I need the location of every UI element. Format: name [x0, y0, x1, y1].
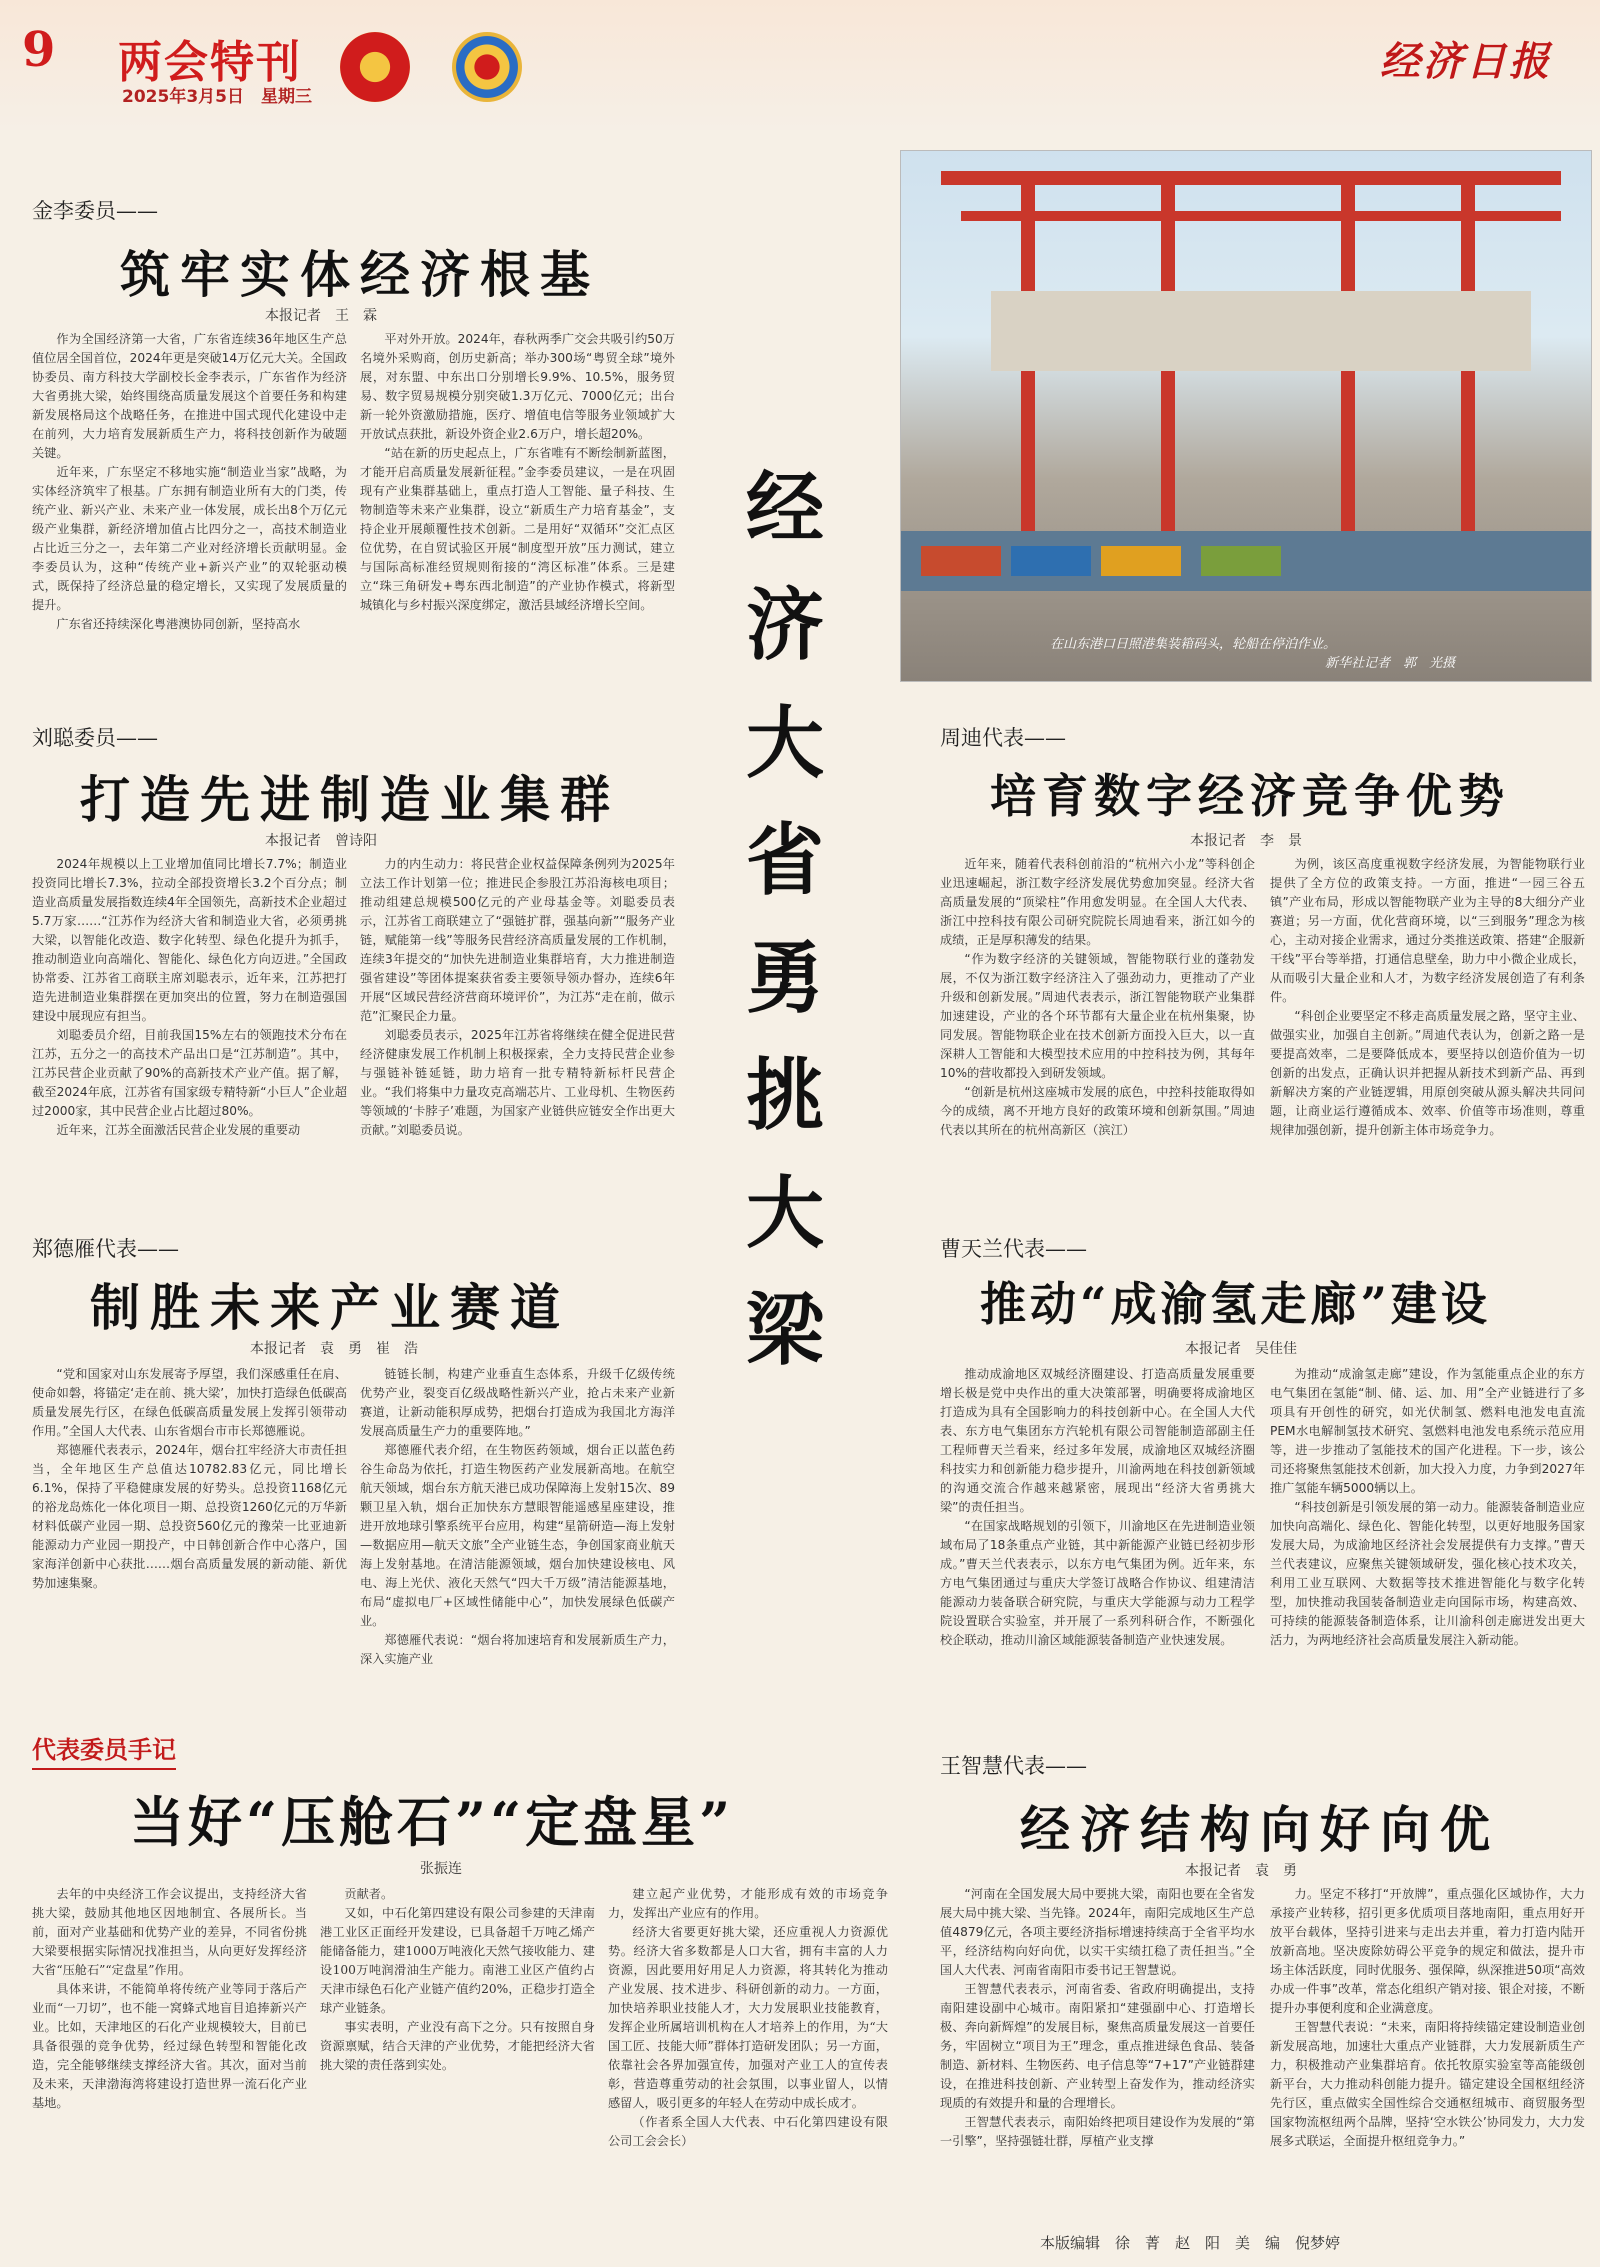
article-column: 为例，该区高度重视数字经济发展，为智能物联行业提供了全方位的政策支持。一方面，推进“一园三谷五镇”产业布局，形成以智能物联产业为主导的8大细分产业赛道；另一方面，优化营商环境，以“三到服务”理念为核心，主动对接企业需求，通过分类推送政策、搭建“企服新干线”平台等举措，打通信息壁垒，助力中小微企业成长，从而吸引大量企业和人才，为数字经济发展创造了有利条件。 “科创企业要坚定不移走高质量发展之路，坚守主业、做强实业，加强自主创新。”周迪代表认为，创新之路一是要提高效率，二是要降低成本，要坚持以创造价值为一切创新的出发点，正确认识并把握从新技术到新产品、再到新解决方案的产业链逻辑，用原创突破从源头解决共同问题，让商业运行遵循成本、效率、价值等市场准则，尊重规律加强创新，提升创新主体市场竞争力。	[1270, 857, 1585, 1137]
port-photo	[900, 150, 1592, 682]
article-author: 本报记者 王 霖	[265, 308, 377, 324]
title-char: 大	[745, 697, 824, 789]
article-column: 推动成渝地区双城经济圈建设、打造高质量发展重要增长极是党中央作出的重大决策部署，明确要将成渝地区打造成为具有全国影响力的科技创新中心。在全国人大代表、东方电气集团东方汽轮机有限公司智能制造部副主任工程师曹天兰看来，经过多年发展，成渝地区双城经济圈科技实力和创新能力稳步提升，川渝两地在科技创新领域的沟通交流合作越来越紧密，展现出“经济大省勇挑大梁”的责任担当。 “在国家战略规划的引领下，川渝地区在先进制造业领域布局了18条重点产业链，其中新能源产业链已经初步形成。”曹天兰代表表示，以东方电气集团为例。近年来，东方电气集团通过与重庆大学签订战略合作协议、组建清洁能源动力装备联合研究院，与重庆大学能源与动力工程学院设置联合实验室，并开展了一系列科研合作，不断强化校企联动，推动川渝区域能源装备制造产业快速发展。	[940, 1367, 1255, 1647]
title-char: 挑	[745, 1050, 824, 1142]
article-headline: 推动“成渝氢走廊”建设	[980, 1277, 1491, 1331]
article-column: 近年来，随着代表科创前沿的“杭州六小龙”等科创企业迅速崛起，浙江数字经济发展优势愈加突显。经济大省高质量发展的“顶梁柱”作用愈发明显。在全国人大代表、浙江中控科技有限公司研究院院长周迪看来，浙江如今的成绩，正是厚积薄发的结果。 “作为数字经济的关键领域，智能物联行业的蓬勃发展，不仅为浙江数字经济注入了强劲动力，更推动了产业升级和创新发展。”周迪代表表示，浙江智能物联产业集群加速建设，产业的各个环节都有大量企业在杭州集聚，协同发展。智能物联企业在技术创新方面投入巨大，以一直深耕人工智能和大模型技术应用的中控科技为例，其每年10%的营收都投入到研发领域。 “创新是杭州这座城市发展的底色，中控科技能取得如今的成绩，离不开地方良好的政策环境和创新氛围。”周迪代表以其所在的杭州高新区（滨江）	[940, 857, 1255, 1137]
title-char: 梁	[745, 1284, 824, 1376]
article-headline: 筑牢实体经济根基	[120, 245, 600, 304]
article-column: “党和国家对山东发展寄予厚望，我们深感重任在肩、使命如磐，将锚定‘走在前、挑大梁’，加快打造绿色低碳高质量发展先行区，在绿色低碳高质量发展上发挥引领带动作用。”全国人大代表、山东省烟台市市长郑德雁说。 郑德雁代表表示，2024年，烟台扛牢经济大市责任担当，全年地区生产总值达10782.83亿元，同比增长6.1%，保持了平稳健康发展的好势头。总投资1168亿元的裕龙岛炼化一体化项目一期、总投资1260亿元的万华新材料低碳产业园一期、总投资560亿元的豫荣一比亚迪新能源动力产业园一期投产，中日韩创新合作中心落户，国家海洋创新中心获批……烟台高质量发展的新动能、新优势加速集聚。	[32, 1367, 347, 1590]
vertical-feature-title	[730, 463, 840, 1376]
article-author: 本报记者 袁 勇	[1185, 1863, 1297, 1879]
article-column: 2024年规模以上工业增加值同比增长7.7%；制造业投资同比增长7.3%，拉动全部投资增长3.2个百分点；制造业高质量发展指数连续4年全国领先，高新技术企业超过5.7万家……“江苏作为经济大省和制造业大省，必须勇挑大梁，以智能化改造、数字化转型、绿色化提升为抓手，推动制造业向高端化、智能化、绿色化方向迈进。”全国政协常委、江苏省工商联主席刘聪表示，近年来，江苏把打造先进制造业集群摆在更加突出的位置，努力在制造强国建设中展现应有担当。 刘聪委员介绍，目前我国15%左右的领跑技术分布在江苏，五分之一的高技术产品出口是“江苏制造”。其中，江苏民营企业贡献了90%的高新技术产业产值。据了解，截至2024年底，江苏省有国家级专精特新“小巨人”企业超过2000家，其中民营企业占比超过80%。 近年来，江苏全面激活民营企业发展的重要动	[32, 857, 347, 1137]
national-emblem-icon	[340, 32, 410, 102]
article-column: 力。坚定不移打“开放牌”，重点强化区域协作，大力承接产业转移，招引更多优质项目落地南阳，重点用好开放平台载体，坚持引进来与走出去并重，着力打造内陆开放新高地。坚决废除妨碍公平竞争的规定和做法，提升市场主体活跃度，同时优服务、强保障，纵深推进50项“高效办成一件事”改革，常态化组织产销对接、银企对接，不断提升办事便利度和企业满意度。 王智慧代表说：“未来，南阳将持续锚定建设制造业创新发展高地，加速壮大重点产业链群，大力发展新质生产力，积极推动产业集群培育。依托牧原实验室等高能级创新平台，大力推动科创能力提升。锚定建设全国枢纽经济先行区，重点做实全国性综合交通枢纽城市、商贸服务型国家物流枢纽两个品牌，坚持‘空水铁公’协同发力，大力发展多式联运，全面提升枢纽竞争力。”	[1270, 1887, 1585, 2148]
article-column: “河南在全国发展大局中要挑大梁，南阳也要在全省发展大局中挑大梁、当先锋。2024年，南阳完成地区生产总值4879亿元，各项主要经济指标增速持续高于全省平均水平，经济结构向好向优，以实干实绩扛稳了责任担当。”全国人大代表、河南省南阳市委书记王智慧说。 王智慧代表表示，河南省委、省政府明确提出，支持南阳建设副中心城市。南阳紧扣“建强副中心、打造增长极、奔向新辉煌”的发展目标，聚焦高质量发展这一首要任务，牢固树立“项目为王”理念，重点推进绿色食品、装备制造、新材料、生物医药、电子信息等“7+17”产业链群建设，在推进科技创新、产业转型上奋发作为，推动经济实现质的有效提升和量的合理增长。 王智慧代表表示，南阳始终把项目建设作为发展的“第一引擎”，坚持强链壮群，厚植产业支撑	[940, 1887, 1255, 2148]
article-headline: 经济结构向好向优	[1020, 1800, 1500, 1859]
title-char: 省	[745, 815, 824, 907]
commentary-column: 建立起产业优势，才能形成有效的市场竞争力，发挥出产业应有的作用。 经济大省要更好挑大梁，还应重视人力资源优势。经济大省多数都是人口大省，拥有丰富的人力资源，因此要用好用足人力资源，将其转化为推动产业发展、技术进步、科研创新的动力。一方面，加快培养职业技能人才，大力发展职业技能教育，发挥企业所属培训机构在人才培养上的作用，为“大国工匠、技能大师”群体打造研发团队；另一方面，依靠社会各界加强宣传，加强对产业工人的宣传表彰，营造尊重劳动的社会氛围，以事业留人，以情感留人，吸引更多的年轻人在劳动中成长成才。 （作者系全国人大代表、中石化第四建设有限公司工会会长）	[608, 1887, 888, 2148]
article-person: 周迪代表——	[940, 726, 1066, 750]
article-column: 作为全国经济第一大省，广东省连续36年地区生产总值位居全国首位，2024年更是突破14万亿元大关。全国政协委员、南方科技大学副校长金李表示，广东省作为经济大省勇挑大梁，始终围绕高质量发展这个首要任务和构建新发展格局这个战略任务，在推进中国式现代化建设中走在前列，大力培育发展新质生产力，将科技创新作为破题关键。 近年来，广东坚定不移地实施“制造业当家”战略，为实体经济筑牢了根基。广东拥有制造业所有大的门类，传统产业、新兴产业、未来产业一体发展，成长出8个万亿元级产业集群，新经济增加值占比四分之一，高技术制造业占比近三分之一，去年第二产业对经济增长贡献明显。金李委员认为，这种“传统产业+新兴产业”的双轮驱动模式，既保持了经济总量的稳定增长，又实现了发展质量的提升。 广东省还持续深化粤港澳协同创新，坚持高水	[32, 332, 347, 631]
page-footer: 本版编辑 徐 菁 赵 阳 美 编 倪梦婷	[1040, 2234, 1341, 2252]
commentary-author: 张振连	[420, 1861, 462, 1877]
article-headline: 打造先进制造业集群	[80, 770, 620, 829]
title-char: 经	[745, 463, 824, 554]
article-author: 本报记者 曾诗阳	[265, 833, 377, 849]
title-char: 勇	[745, 932, 824, 1024]
page-number: 9	[22, 22, 56, 78]
article-author: 本报记者 袁 勇 崔 浩	[250, 1341, 418, 1357]
title-char: 大	[745, 1167, 824, 1259]
title-char: 济	[745, 580, 824, 672]
newspaper-logo: 经济日报	[1380, 38, 1552, 85]
commentary-column: 去年的中央经济工作会议提出，支持经济大省挑大梁，鼓励其他地区因地制宜、各展所长。当前，面对产业基础和优势产业的差异，不同省份挑大梁要根据实际情况找准担当，从向更好发挥经济大省“压舱石”“定盘星”作用。 具体来讲，不能简单将传统产业等同于落后产业而“一刀切”，也不能一窝蜂式地盲目追捧新兴产业。比如，天津地区的石化产业规模较大，目前已具备很强的竞争优势，经过绿色转型和智能化改造，完全能够继续支撑经济大省。其次，面对当前及未来，天津渤海湾将建设打造世界一流石化产业基地。	[32, 1887, 307, 2110]
commentary-label: 代表委员手记	[32, 1730, 176, 1770]
cppcc-emblem-icon	[452, 32, 522, 102]
article-person: 郑德雁代表——	[32, 1237, 179, 1261]
photo-caption: 在山东港口日照港集装箱码头，轮船在停泊作业。	[1050, 637, 1337, 652]
section-title: 两会特刊	[118, 37, 302, 88]
article-author: 本报记者 李 景	[1190, 833, 1302, 849]
commentary-headline: 当好“压舱石”“定盘星”	[130, 1790, 735, 1854]
article-person: 王智慧代表——	[940, 1754, 1087, 1778]
issue-date: 2025年3月5日 星期三	[122, 87, 312, 107]
article-person: 金李委员——	[32, 199, 158, 223]
photo-credit: 新华社记者 郭 光摄	[1325, 656, 1456, 671]
article-person: 曹天兰代表——	[940, 1237, 1087, 1261]
article-headline: 制胜未来产业赛道	[90, 1278, 570, 1337]
article-person: 刘聪委员——	[32, 726, 158, 750]
article-column: 为推动“成渝氢走廊”建设，作为氢能重点企业的东方电气集团在氢能“制、储、运、加、用”全产业链进行了多项具有开创性的研究，如光伏制氢、燃料电池发电直流PEM水电解制氢技术研究、氢燃料电池发电系统示范应用等，进一步推动了氢能技术的国产化进程。下一步，该公司还将聚焦氢能技术创新，加大投入力度，力争到2027年推广氢能车辆5000辆以上。 “科技创新是引领发展的第一动力。能源装备制造业应加快向高端化、绿色化、智能化转型，以更好地服务国家发展大局，为成渝地区经济社会发展提供有力支撑。”曹天兰代表建议，应聚焦关键领域研发，强化核心技术攻关，利用工业互联网、大数据等技术推进智能化与数字化转型，加快推动我国装备制造业走向国际市场，构建高效、可持续的能源装备制造体系，让川渝科创走廊迸发出更大活力，为两地经济社会高质量发展注入新动能。	[1270, 1367, 1585, 1647]
article-column: 链链长制，构建产业垂直生态体系，升级千亿级传统优势产业，裂变百亿级战略性新兴产业，抢占未来产业新赛道，让新动能积厚成势，把烟台打造成为我国北方海洋发展高质量生产力的重要阵地。” 郑德雁代表介绍，在生物医药领域，烟台正以蓝色药谷生命岛为依托，打造生物医药产业发展新高地。在航空航天领域，烟台东方航天港已成功保障海上发射15次、89颗卫星入轨，烟台正加快东方慧眼智能遥感星座建设，推进开放地球引擎系统平台应用，构建“星箭研造—海上发射—数据应用—航天文旅”全产业链生态，争创国家商业航天海上发射基地。在清洁能源领域，烟台加快建设核电、风电、海上光伏、液化天然气“四大千万级”清洁能源基地，布局“虚拟电厂+区域性储能中心”，加快发展绿色低碳产业。 郑德雁代表说：“烟台将加速培育和发展新质生产力，深入实施产业	[360, 1367, 675, 1665]
article-headline: 培育数字经济竞争优势	[990, 769, 1510, 823]
article-author: 本报记者 吴佳佳	[1185, 1341, 1297, 1357]
article-column: 力的内生动力：将民营企业权益保障条例列为2025年立法工作计划第一位；推进民企参股江苏沿海核电项目；推动组建总规模500亿元的产业母基金等。刘聪委员表示，江苏省工商联建立了“强链扩群，强基向新”“服务产业链，赋能第一线”等服务民营经济高质量发展的工作机制，连续3年提交的“加快先进制造业集群培育，大力推进制造强省建设”等团体提案获省委主要领导领办督办，连续6年开展“区域民营经济营商环境评价”，为江苏“走在前，做示范”汇聚民企力量。 刘聪委员表示，2025年江苏省将继续在健全促进民营经济健康发展工作机制上积极探索，全力支持民营企业参与强链补链延链，助力培育一批专精特新标杆民营企业。“我们将集中力量攻克高端芯片、工业母机、生物医药等领域的‘卡脖子’难题，为国家产业链供应链安全作出更大贡献。”刘聪委员说。	[360, 857, 675, 1137]
article-column: 平对外开放。2024年，春秋两季广交会共吸引约50万名境外采购商，创历史新高；举办300场“粤贸全球”境外展，对东盟、中东出口分别增长9.9%、10.5%，服务贸易、数字贸易规模分别突破1.3万亿元、7000亿元；出台新一轮外资激励措施，医疗、增值电信等服务业领域扩大开放试点获批，新设外资企业2.6万户，增长超20%。 “站在新的历史起点上，广东省唯有不断绘制新蓝图，才能开启高质量发展新征程。”金李委员建议，一是在巩固现有产业集群基础上，重点打造人工智能、量子科技、生物制造等未来产业集群，设立“新质生产力培育基金”，支持企业开展颠覆性技术创新。二是用好“双循环”交汇点区位优势，在自贸试验区开展“制度型开放”压力测试，建立与国际高标准经贸规则衔接的“湾区标准”体系。三是建立“珠三角研发+粤东西北制造”的产业协作模式，将新型城镇化与乡村振兴深度绑定，激活县域经济增长空间。	[360, 332, 675, 612]
commentary-column: 贡献者。 又如，中石化第四建设有限公司参建的天津南港工业区正面经开发建设，已具备超千万吨乙烯产能储备能力，建1000万吨液化天然气接收能力、建设100万吨润滑油生产能力。南港工业区产值约占天津市绿色石化产业链产值约20%，正稳步打造全球产业链条。 事实表明，产业没有高下之分。只有按照自身资源禀赋，结合天津的产业优势，才能把经济大省挑大梁的责任落到实处。	[320, 1887, 595, 2072]
